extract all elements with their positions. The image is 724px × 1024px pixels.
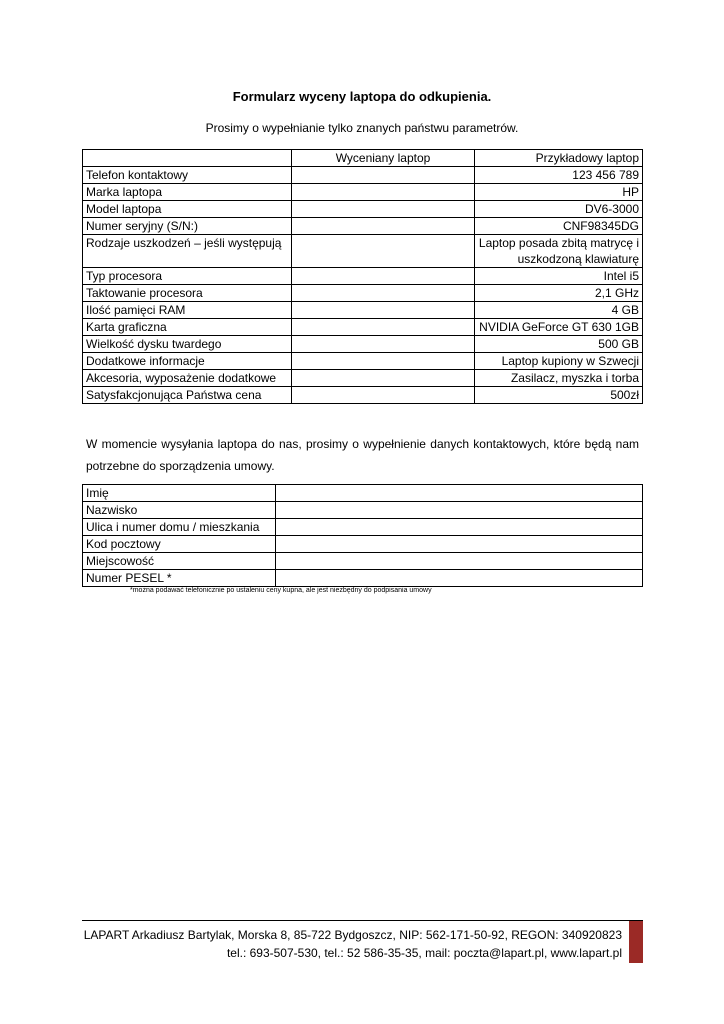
example-value-cell: NVIDIA GeForce GT 630 1GB	[475, 319, 643, 336]
row-label: Akcesoria, wyposażenie dodatkowe	[83, 370, 292, 387]
row-label: Wielkość dysku twardego	[83, 336, 292, 353]
example-value-cell: 500 GB	[475, 336, 643, 353]
table-row	[83, 485, 643, 502]
contact-label: Ulica i numer domu / mieszkania	[83, 519, 276, 536]
evaluated-value-cell[interactable]	[292, 319, 475, 336]
example-value-cell: Laptop kupiony w Szwecji	[475, 353, 643, 370]
contact-value-cell[interactable]	[276, 553, 643, 570]
evaluated-value-cell[interactable]	[292, 218, 475, 235]
example-value-cell: CNF98345DG	[475, 218, 643, 235]
evaluated-value-cell[interactable]	[292, 167, 475, 184]
example-value-cell: 4 GB	[475, 302, 643, 319]
contact-label: Imię	[83, 485, 276, 502]
table-row	[83, 387, 643, 404]
example-value-cell: DV6-3000	[475, 201, 643, 218]
header-example-cell: Przykładowy laptop	[475, 150, 643, 167]
example-value-cell: Zasilacz, myszka i torba	[475, 370, 643, 387]
evaluated-value-cell[interactable]	[292, 387, 475, 404]
row-label: Typ procesora	[83, 268, 292, 285]
evaluated-value-cell[interactable]	[292, 201, 475, 218]
example-value-line: Laptop posada zbitą matrycę i	[478, 236, 639, 250]
table-row	[83, 285, 643, 302]
table-row	[83, 519, 643, 536]
example-value-cell	[475, 235, 643, 268]
table-row	[83, 370, 643, 387]
evaluated-value-cell[interactable]	[292, 184, 475, 201]
contact-label: Numer PESEL *	[83, 570, 276, 587]
contact-value-cell[interactable]	[276, 502, 643, 519]
table-row	[83, 218, 643, 235]
example-value-cell: 123 456 789	[475, 167, 643, 184]
row-label: Satysfakcjonująca Państwa cena	[83, 387, 292, 404]
table-row	[83, 235, 643, 268]
table-row	[83, 319, 643, 336]
table-row	[83, 167, 643, 184]
table-row	[83, 353, 643, 370]
table-row	[83, 201, 643, 218]
row-label: Dodatkowe informacje	[83, 353, 292, 370]
contact-label: Kod pocztowy	[83, 536, 276, 553]
row-label: Marka laptopa	[83, 184, 292, 201]
evaluated-value-cell[interactable]	[292, 353, 475, 370]
evaluated-value-cell[interactable]	[292, 285, 475, 302]
contact-label: Miejscowość	[83, 553, 276, 570]
contact-value-cell[interactable]	[276, 519, 643, 536]
footer-divider	[82, 920, 643, 921]
row-label: Karta graficzna	[83, 319, 292, 336]
contact-notice: W momencie wysyłania laptopa do nas, prosimy o wypełnienie danych kontaktowych, które będą nam potrzebne do sporządzenia umowy.	[86, 437, 639, 473]
table-row	[83, 570, 643, 587]
example-value-cell: HP	[475, 184, 643, 201]
contact-value-cell[interactable]	[276, 485, 643, 502]
example-value-cell: 2,1 GHz	[475, 285, 643, 302]
example-value-cell: 500zł	[475, 387, 643, 404]
evaluated-value-cell[interactable]	[292, 268, 475, 285]
row-label: Rodzaje uszkodzeń – jeśli występują	[83, 235, 292, 268]
row-label: Ilość pamięci RAM	[83, 302, 292, 319]
page-title: Formularz wyceny laptopa do odkupienia.	[232, 89, 492, 104]
row-label: Taktowanie procesora	[83, 285, 292, 302]
table-header-row	[83, 150, 643, 167]
footer-accent-bar	[629, 921, 643, 963]
evaluated-value-cell[interactable]	[292, 370, 475, 387]
table-row	[83, 536, 643, 553]
footer-line-2: tel.: 693-507-530, tel.: 52 586-35-35, mail: poczta@lapart.pl, www.lapart.pl	[226, 946, 622, 960]
contact-label: Nazwisko	[83, 502, 276, 519]
footnote: *można podawać telefonicznie po ustaleniu ceny kupna, ale jest niezbędny do podpisania umowy	[130, 587, 432, 594]
contact-value-cell[interactable]	[276, 570, 643, 587]
evaluated-value-cell[interactable]	[292, 302, 475, 319]
footer-company-info	[82, 926, 622, 962]
example-value-cell: Intel i5	[475, 268, 643, 285]
contact-table	[82, 484, 643, 587]
header-label-cell	[83, 150, 292, 167]
row-label: Model laptopa	[83, 201, 292, 218]
table-row	[83, 184, 643, 201]
laptop-table	[82, 149, 643, 404]
table-row	[83, 553, 643, 570]
footer-line-1: LAPART Arkadiusz Bartylak, Morska 8, 85-722 Bydgoszcz, NIP: 562-171-50-92, REGON: 340920823	[83, 928, 622, 942]
evaluated-value-cell[interactable]	[292, 235, 475, 268]
example-value-line: uszkodzoną klawiaturę	[517, 252, 639, 266]
evaluated-value-cell[interactable]	[292, 336, 475, 353]
table-row	[83, 502, 643, 519]
header-evaluated-cell: Wyceniany laptop	[292, 150, 475, 167]
row-label: Telefon kontaktowy	[83, 167, 292, 184]
table-row	[83, 302, 643, 319]
row-label: Numer seryjny (S/N:)	[83, 218, 292, 235]
table-row	[83, 268, 643, 285]
table-row	[83, 336, 643, 353]
page-subtitle: Prosimy o wypełnianie tylko znanych państwu parametrów.	[205, 121, 519, 135]
contact-value-cell[interactable]	[276, 536, 643, 553]
